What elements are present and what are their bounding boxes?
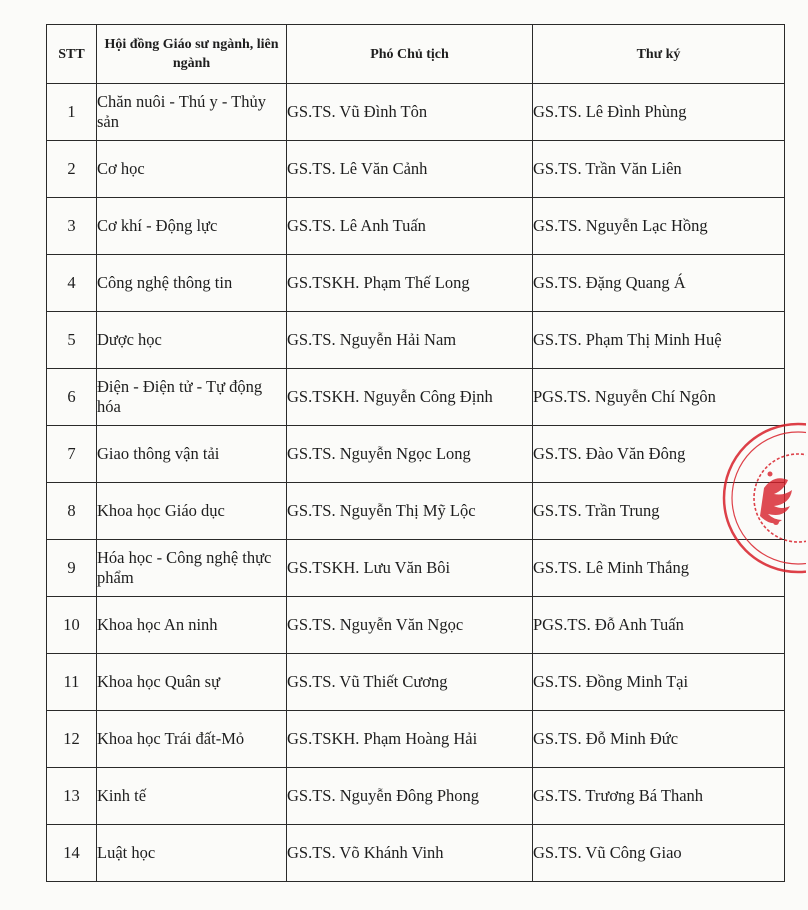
header-stt: STT [47, 25, 97, 84]
vice-chair-name: GS.TS. Lê Văn Cảnh [287, 141, 533, 198]
secretary-name: GS.TS. Đào Văn Đông [533, 426, 785, 483]
council-name: Dược học [97, 312, 287, 369]
vice-chair-name: GS.TS. Nguyễn Đông Phong [287, 768, 533, 825]
vice-chair-name: GS.TSKH. Phạm Thế Long [287, 255, 533, 312]
table-row [47, 597, 785, 654]
secretary-name: GS.TS. Đồng Minh Tại [533, 654, 785, 711]
row-number: 13 [47, 768, 97, 825]
council-name: Cơ học [97, 141, 287, 198]
row-number: 8 [47, 483, 97, 540]
vice-chair-name: GS.TSKH. Lưu Văn Bôi [287, 540, 533, 597]
table-row [47, 141, 785, 198]
council-name: Khoa học An ninh [97, 597, 287, 654]
council-name: Hóa học - Công nghệ thực phẩm [97, 540, 287, 597]
vice-chair-name: GS.TS. Nguyễn Văn Ngọc [287, 597, 533, 654]
secretary-name: GS.TS. Trương Bá Thanh [533, 768, 785, 825]
secretary-name: GS.TS. Trần Văn Liên [533, 141, 785, 198]
council-name: Cơ khí - Động lực [97, 198, 287, 255]
table-row [47, 369, 785, 426]
row-number: 6 [47, 369, 97, 426]
council-name: Kinh tế [97, 768, 287, 825]
vice-chair-name: GS.TS. Nguyễn Hải Nam [287, 312, 533, 369]
secretary-name: GS.TS. Nguyễn Lạc Hồng [533, 198, 785, 255]
secretary-name: GS.TS. Phạm Thị Minh Huệ [533, 312, 785, 369]
table-row [47, 768, 785, 825]
row-number: 2 [47, 141, 97, 198]
row-number: 4 [47, 255, 97, 312]
header-secretary: Thư ký [533, 25, 785, 84]
vice-chair-name: GS.TSKH. Phạm Hoàng Hải [287, 711, 533, 768]
row-number: 14 [47, 825, 97, 882]
table-row [47, 654, 785, 711]
row-number: 11 [47, 654, 97, 711]
table-row [47, 198, 785, 255]
row-number: 10 [47, 597, 97, 654]
secretary-name: GS.TS. Trần Trung [533, 483, 785, 540]
table-row [47, 711, 785, 768]
vice-chair-name: GS.TS. Nguyễn Ngọc Long [287, 426, 533, 483]
council-name: Khoa học Trái đất-Mỏ [97, 711, 287, 768]
vice-chair-name: GS.TSKH. Nguyễn Công Định [287, 369, 533, 426]
secretary-name: GS.TS. Vũ Công Giao [533, 825, 785, 882]
row-number: 7 [47, 426, 97, 483]
table-row [47, 312, 785, 369]
header-vice-chair: Phó Chủ tịch [287, 25, 533, 84]
council-name: Khoa học Giáo dục [97, 483, 287, 540]
vice-chair-name: GS.TS. Vũ Đình Tôn [287, 84, 533, 141]
table-row [47, 483, 785, 540]
vice-chair-name: GS.TS. Võ Khánh Vinh [287, 825, 533, 882]
row-number: 3 [47, 198, 97, 255]
table-row [47, 540, 785, 597]
row-number: 1 [47, 84, 97, 141]
council-name: Điện - Điện tử - Tự động hóa [97, 369, 287, 426]
council-table [46, 24, 785, 882]
council-name: Công nghệ thông tin [97, 255, 287, 312]
secretary-name: GS.TS. Lê Minh Thắng [533, 540, 785, 597]
council-name: Chăn nuôi - Thú y - Thủy sản [97, 84, 287, 141]
vice-chair-name: GS.TS. Lê Anh Tuấn [287, 198, 533, 255]
secretary-name: GS.TS. Lê Đình Phùng [533, 84, 785, 141]
row-number: 9 [47, 540, 97, 597]
council-name: Luật học [97, 825, 287, 882]
table-row [47, 255, 785, 312]
table-row [47, 426, 785, 483]
secretary-name: GS.TS. Đặng Quang Á [533, 255, 785, 312]
secretary-name: PGS.TS. Nguyễn Chí Ngôn [533, 369, 785, 426]
secretary-name: GS.TS. Đỗ Minh Đức [533, 711, 785, 768]
table-row [47, 84, 785, 141]
document-page [46, 24, 784, 882]
council-name: Khoa học Quân sự [97, 654, 287, 711]
table-row [47, 825, 785, 882]
row-number: 5 [47, 312, 97, 369]
row-number: 12 [47, 711, 97, 768]
council-name: Giao thông vận tải [97, 426, 287, 483]
secretary-name: PGS.TS. Đỗ Anh Tuấn [533, 597, 785, 654]
vice-chair-name: GS.TS. Nguyễn Thị Mỹ Lộc [287, 483, 533, 540]
header-council: Hội đồng Giáo sư ngành, liên ngành [97, 25, 287, 84]
table-header-row [47, 25, 785, 84]
vice-chair-name: GS.TS. Vũ Thiết Cương [287, 654, 533, 711]
